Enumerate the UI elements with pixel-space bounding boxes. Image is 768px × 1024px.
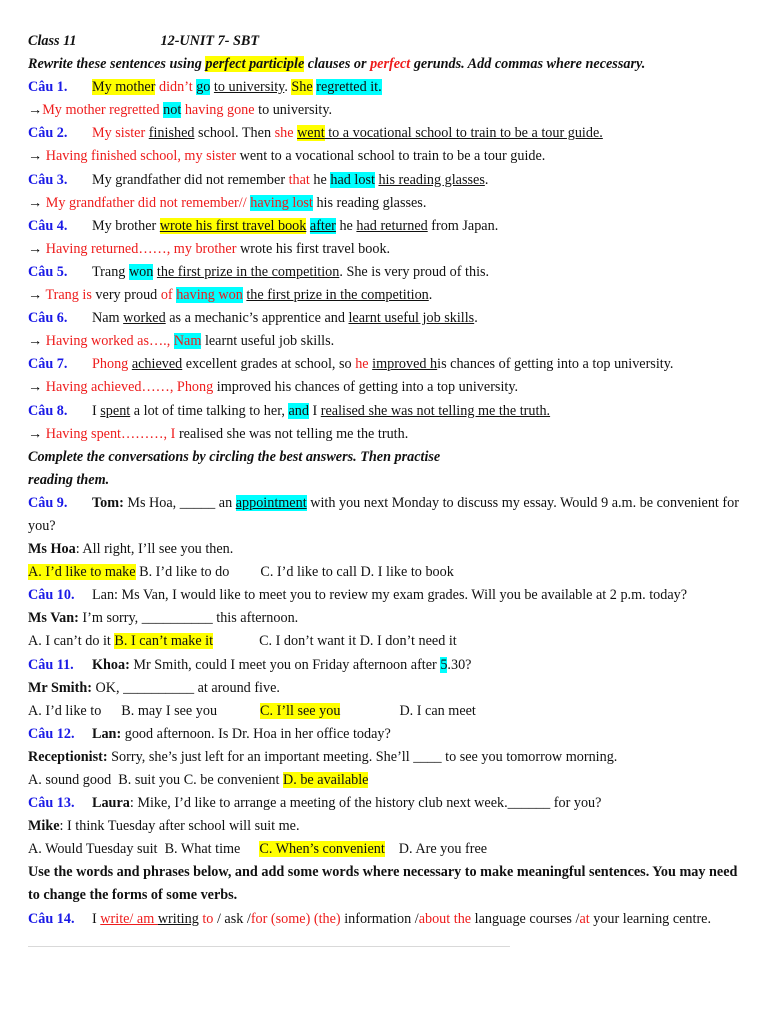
option-b[interactable]: B. may I see you bbox=[121, 702, 218, 719]
q-text: My brother bbox=[92, 217, 160, 234]
arrow-icon: → bbox=[28, 379, 43, 396]
q-text: improved h bbox=[372, 356, 438, 373]
a-text: Having returned……, my brother bbox=[42, 240, 237, 257]
section3-instruction: Use the words and phrases below, and add some words where necessary to make meaningful sentences. You may need to change the forms of some verbs. bbox=[28, 864, 738, 904]
options-12 bbox=[28, 769, 744, 792]
q-text: My mother bbox=[92, 79, 156, 96]
answer-4 bbox=[28, 238, 744, 261]
question-12 bbox=[28, 723, 744, 746]
q-text: the first prize in the competition bbox=[156, 263, 340, 280]
arrow-icon: → bbox=[28, 148, 43, 165]
option-b[interactable]: B. suit you bbox=[111, 772, 181, 788]
q-text: .30? bbox=[447, 656, 472, 673]
speaker: Mr Smith: bbox=[28, 679, 92, 696]
a-text: realised she was not telling me the truth. bbox=[175, 425, 409, 442]
arrow-icon: → bbox=[28, 102, 43, 119]
q-text: for (some) (the) bbox=[250, 910, 341, 927]
options-11 bbox=[28, 700, 744, 723]
q-text: I bbox=[92, 402, 101, 419]
option-c[interactable]: C. I’d like to call bbox=[260, 564, 357, 581]
option-d[interactable]: D. Are you free bbox=[398, 841, 488, 858]
question-3 bbox=[28, 169, 744, 192]
reply-9 bbox=[28, 538, 744, 561]
option-b[interactable]: B. I can’t make it bbox=[114, 633, 214, 650]
q-text: information / bbox=[340, 910, 419, 927]
option-c[interactable]: C. When’s convenient bbox=[259, 841, 385, 858]
a-text: his reading glasses. bbox=[312, 194, 427, 211]
q-text: spent bbox=[100, 402, 131, 419]
option-c[interactable]: C. I don’t want it bbox=[259, 633, 357, 650]
q-text: to university bbox=[213, 79, 285, 96]
q-text: . bbox=[284, 79, 292, 96]
a-text: improved his chances of getting into a top university. bbox=[213, 379, 519, 396]
a-text: My grandfather did not remember// bbox=[42, 194, 251, 211]
q-text: his reading glasses bbox=[378, 171, 485, 188]
question-number: Câu 3. bbox=[28, 171, 68, 188]
q-text: regretted it. bbox=[316, 79, 382, 96]
arrow-icon: → bbox=[28, 425, 43, 442]
option-a[interactable]: A. sound good bbox=[28, 772, 112, 788]
q-text: She bbox=[291, 79, 313, 96]
question-number: Câu 9. bbox=[28, 494, 68, 511]
instruction-red: perfect bbox=[370, 56, 411, 73]
q-text: he bbox=[355, 356, 369, 373]
speaker: Laura bbox=[92, 795, 130, 812]
option-d[interactable]: D. I don’t need it bbox=[356, 633, 457, 650]
q-text: is chances of getting into a top university. bbox=[437, 356, 674, 373]
question-number: Câu 14. bbox=[28, 910, 75, 927]
question-number: Câu 10. bbox=[28, 587, 75, 604]
reply-text: : All right, I’ll see you then. bbox=[75, 541, 234, 558]
q-text: at bbox=[579, 910, 590, 927]
q-text: school. Then bbox=[194, 125, 275, 142]
section2-instruction: Complete the conversations by circling the best answers. Then practise bbox=[28, 448, 441, 465]
speaker: Tom: bbox=[92, 494, 124, 511]
q-text: from Japan. bbox=[427, 217, 499, 234]
answer-6 bbox=[28, 330, 744, 353]
arrow-icon: → bbox=[28, 333, 43, 350]
class-label: Class 11 bbox=[28, 33, 77, 49]
a-text: My mother regretted bbox=[42, 102, 164, 119]
q-text: a lot of time talking to her, bbox=[130, 402, 289, 419]
speaker: Ms Hoa bbox=[28, 541, 76, 558]
q-text: / ask / bbox=[213, 910, 251, 927]
q-text: your learning centre. bbox=[589, 910, 712, 927]
a-text: very proud bbox=[91, 287, 161, 304]
q-text: Nam bbox=[92, 310, 124, 327]
q-text: realised she was not telling me the truth. bbox=[320, 402, 551, 419]
q-text: learnt useful job skills bbox=[348, 310, 475, 327]
answer-5 bbox=[28, 284, 744, 307]
reply-text: OK, __________ at around five. bbox=[91, 679, 280, 696]
q-text: he bbox=[309, 171, 331, 188]
reply-11 bbox=[28, 677, 744, 700]
a-text: having won bbox=[176, 287, 243, 304]
option-a[interactable]: A. I’d like to bbox=[28, 702, 102, 719]
reply-text: Sorry, she’s just left for an important meeting. She’ll ____ to see you tomorrow morning. bbox=[107, 748, 618, 765]
question-11 bbox=[28, 654, 744, 677]
q-text: excellent grades at school, so bbox=[182, 356, 356, 373]
q-text: wrote his first travel book bbox=[159, 217, 307, 234]
a-text: Trang is bbox=[42, 287, 92, 304]
q-text: write/ am bbox=[100, 910, 158, 927]
q-text: he bbox=[335, 217, 357, 234]
q-text: language courses / bbox=[471, 910, 580, 927]
q-text: I bbox=[92, 910, 101, 927]
options-10 bbox=[28, 630, 744, 653]
question-4 bbox=[28, 215, 744, 238]
speaker: Lan: bbox=[92, 725, 122, 742]
answer-1 bbox=[28, 99, 744, 122]
q-text: after bbox=[309, 217, 336, 234]
q-text: Trang bbox=[92, 263, 129, 280]
question-13 bbox=[28, 792, 744, 815]
q-text: worked bbox=[123, 310, 166, 327]
instruction-text: clauses or bbox=[304, 56, 371, 73]
a-text: went to a vocational school to train to be a tour guide. bbox=[236, 148, 546, 165]
arrow-icon: → bbox=[28, 240, 43, 257]
question-number: Câu 1. bbox=[28, 79, 68, 96]
q-text: went bbox=[297, 125, 325, 142]
q-text: writing bbox=[157, 910, 199, 927]
speaker: Receptionist: bbox=[28, 748, 108, 765]
option-b[interactable]: B. What time bbox=[157, 841, 241, 858]
q-text: appointment bbox=[235, 494, 307, 511]
footer-divider bbox=[28, 946, 510, 947]
a-text: learnt useful job skills. bbox=[201, 333, 335, 350]
q-text: My sister bbox=[92, 125, 146, 142]
header bbox=[28, 30, 744, 53]
answer-8 bbox=[28, 423, 744, 446]
answer-3 bbox=[28, 192, 744, 215]
q-text: about the bbox=[418, 910, 472, 927]
option-a[interactable]: A. I’d like to make bbox=[28, 564, 136, 581]
question-number: Câu 7. bbox=[28, 356, 68, 373]
question-5 bbox=[28, 261, 744, 284]
a-text: wrote his first travel book. bbox=[236, 240, 391, 257]
option-d[interactable]: D. be available bbox=[283, 772, 369, 788]
speaker: Khoa: bbox=[92, 656, 130, 673]
unit-label: 12-UNIT 7- SBT bbox=[160, 33, 260, 49]
q-text: go bbox=[196, 79, 211, 96]
question-number: Câu 12. bbox=[28, 725, 75, 742]
q-text: with you next Monday to discuss my essay. Would 9 a.m. be convenient for you? bbox=[28, 494, 739, 534]
reply-text: : I think Tuesday after school will suit me. bbox=[59, 818, 300, 835]
question-14 bbox=[28, 908, 744, 931]
q-text: . bbox=[474, 310, 478, 327]
question-number: Câu 13. bbox=[28, 795, 75, 812]
a-text: to university. bbox=[254, 102, 333, 119]
reply-10 bbox=[28, 607, 744, 630]
instruction-text: gerunds. Add commas where necessary. bbox=[410, 56, 646, 73]
option-a[interactable]: A. I can’t do it bbox=[28, 633, 115, 650]
options-9 bbox=[28, 561, 744, 584]
a-text: having gone bbox=[181, 102, 255, 119]
answer-7 bbox=[28, 376, 744, 399]
a-text: . bbox=[428, 287, 433, 304]
a-text: the first prize in the competition bbox=[246, 287, 429, 304]
arrow-icon: → bbox=[28, 194, 43, 211]
a-text: not bbox=[163, 102, 182, 119]
a-text: Having spent………, I bbox=[42, 425, 176, 442]
q-text: achieved bbox=[131, 356, 183, 373]
worksheet bbox=[28, 30, 744, 931]
question-number: Câu 11. bbox=[28, 656, 74, 673]
q-text: Ms Hoa, _____ an bbox=[123, 494, 236, 511]
option-a[interactable]: A. Would Tuesday suit bbox=[28, 841, 158, 858]
question-number: Câu 5. bbox=[28, 263, 68, 280]
reply-text: I’m sorry, __________ this afternoon. bbox=[78, 610, 299, 627]
q-text: had returned bbox=[356, 217, 428, 234]
q-text: : Mike, I’d like to arrange a meeting of the history club next week.______ for you? bbox=[129, 795, 602, 812]
question-9 bbox=[28, 492, 744, 538]
reply-13 bbox=[28, 815, 744, 838]
section2-instruction-cont: reading them. bbox=[28, 471, 110, 488]
q-text: won bbox=[128, 263, 154, 280]
q-text: to bbox=[198, 910, 214, 927]
answer-2 bbox=[28, 145, 744, 168]
question-2 bbox=[28, 122, 744, 145]
question-7 bbox=[28, 353, 744, 376]
q-text: she bbox=[274, 125, 294, 142]
options-13 bbox=[28, 838, 744, 861]
q-text: 5 bbox=[440, 656, 448, 673]
question-6 bbox=[28, 307, 744, 330]
a-text: Nam bbox=[173, 333, 202, 350]
speaker: Mike bbox=[28, 818, 60, 835]
q-text: . She is very proud of this. bbox=[339, 263, 490, 280]
q-text: that bbox=[288, 171, 310, 188]
a-text: of bbox=[160, 287, 173, 304]
q-text: My grandfather did not remember bbox=[92, 171, 289, 188]
q-text: good afternoon. Is Dr. Hoa in her office today? bbox=[121, 725, 391, 742]
a-text: Having finished school, my sister bbox=[42, 148, 237, 165]
question-number: Câu 2. bbox=[28, 125, 68, 142]
instruction-highlight: perfect participle bbox=[205, 56, 305, 73]
q-text: didn’t bbox=[155, 79, 197, 96]
q-text: Mr Smith, could I meet you on Friday afternoon after bbox=[129, 656, 441, 673]
a-text: Having worked as…., bbox=[42, 333, 171, 350]
instruction-text: Rewrite these sentences using bbox=[28, 56, 206, 73]
speaker: Ms Van: bbox=[28, 610, 79, 627]
q-text: . bbox=[484, 171, 489, 188]
a-text: Having achieved……, Phong bbox=[42, 379, 214, 396]
question-number: Câu 8. bbox=[28, 402, 68, 419]
q-text: had lost bbox=[330, 171, 375, 188]
reply-12 bbox=[28, 746, 744, 769]
a-text: having lost bbox=[250, 194, 313, 211]
question-number: Câu 6. bbox=[28, 310, 68, 327]
q-text: Lan: Ms Van, I would like to meet you to review my exam grades. Will you be available at 2 p.m. today? bbox=[92, 587, 688, 604]
option-c[interactable]: C. I’ll see you bbox=[260, 702, 341, 719]
question-8 bbox=[28, 400, 744, 423]
q-text: I bbox=[308, 402, 321, 419]
arrow-icon: → bbox=[28, 287, 43, 304]
question-10 bbox=[28, 584, 744, 607]
q-text: and bbox=[288, 402, 309, 419]
option-c[interactable]: C. be convenient bbox=[180, 772, 283, 788]
q-text: to a vocational school to train to be a tour guide. bbox=[324, 125, 603, 142]
q-text: Phong bbox=[92, 356, 129, 373]
option-d[interactable]: D. I can meet bbox=[399, 702, 476, 719]
option-b[interactable]: B. I’d like to do bbox=[135, 564, 230, 581]
question-number: Câu 4. bbox=[28, 217, 68, 234]
q-text: as a mechanic’s apprentice and bbox=[165, 310, 349, 327]
section1-instruction bbox=[28, 53, 744, 76]
q-text: finished bbox=[148, 125, 195, 142]
option-d[interactable]: D. I like to book bbox=[356, 564, 454, 581]
question-1 bbox=[28, 76, 744, 99]
